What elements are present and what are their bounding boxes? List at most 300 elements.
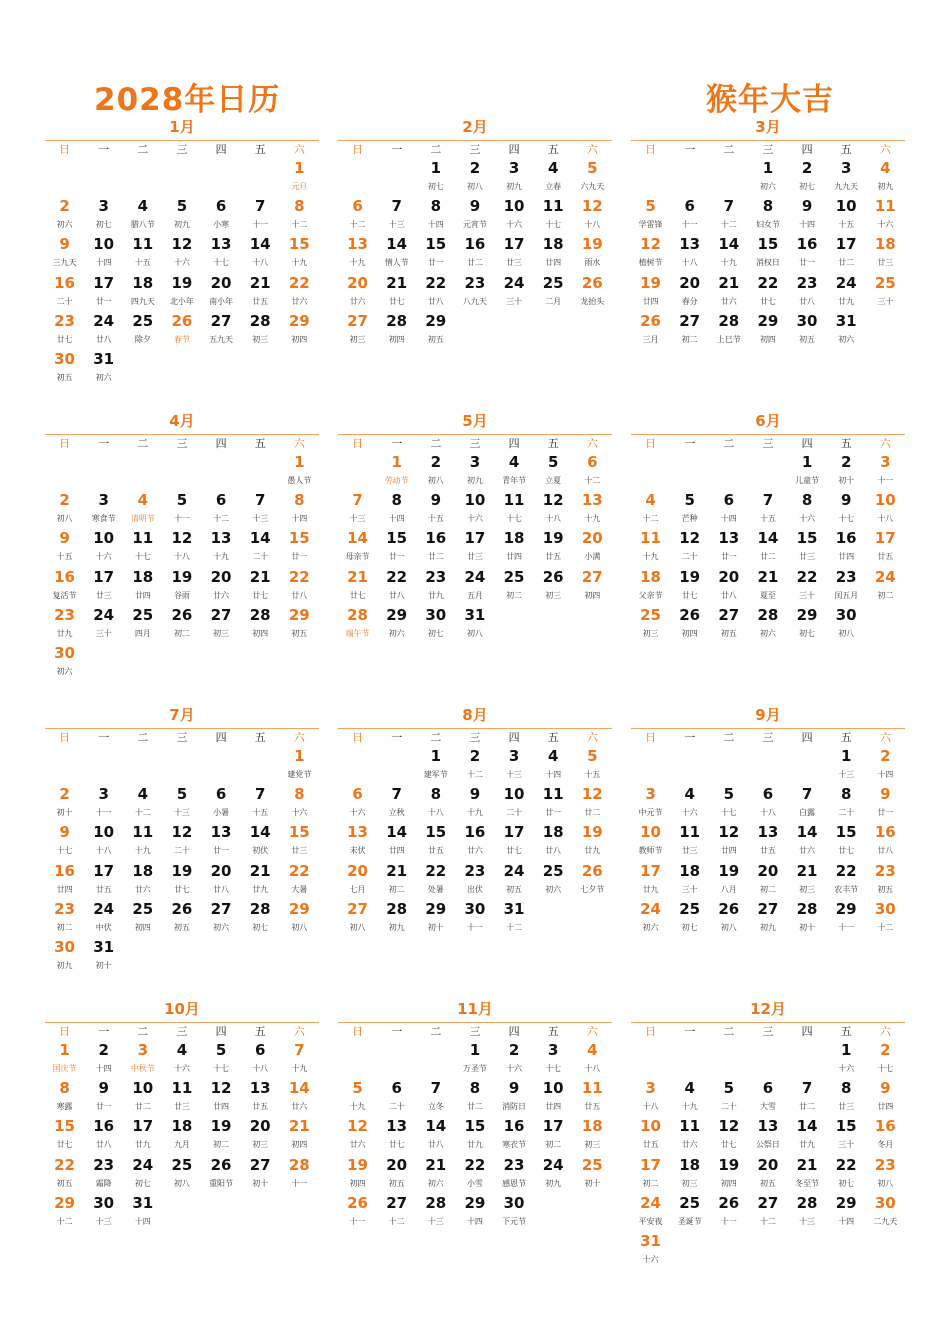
day-cell[interactable] (45, 235, 84, 273)
day-cell[interactable] (202, 312, 241, 350)
day-cell[interactable] (670, 197, 709, 235)
day-cell[interactable] (84, 1079, 123, 1117)
day-cell[interactable] (866, 274, 905, 312)
day-cell[interactable] (123, 312, 162, 350)
day-cell[interactable] (866, 491, 905, 529)
day-cell[interactable] (866, 1117, 905, 1155)
day-cell[interactable] (827, 274, 866, 312)
day-cell[interactable] (416, 785, 455, 823)
day-cell[interactable] (827, 862, 866, 900)
day-cell[interactable] (748, 1194, 787, 1232)
day-cell[interactable] (416, 529, 455, 567)
day-cell[interactable] (827, 529, 866, 567)
day-cell[interactable] (338, 900, 377, 938)
day-cell[interactable] (827, 1079, 866, 1117)
day-cell[interactable] (670, 606, 709, 644)
day-cell[interactable] (495, 568, 534, 606)
day-cell[interactable] (162, 862, 201, 900)
day-cell[interactable] (123, 862, 162, 900)
day-cell[interactable] (866, 900, 905, 938)
day-cell[interactable] (631, 1194, 670, 1232)
day-cell[interactable] (455, 1194, 494, 1232)
day-cell[interactable] (827, 823, 866, 861)
day-cell[interactable] (123, 491, 162, 529)
day-cell[interactable] (631, 1232, 670, 1270)
day-cell[interactable] (788, 1079, 827, 1117)
day-cell[interactable] (280, 453, 319, 491)
day-cell[interactable] (631, 1079, 670, 1117)
day-cell[interactable] (631, 1117, 670, 1155)
day-cell[interactable] (202, 568, 241, 606)
day-cell[interactable] (866, 1079, 905, 1117)
day-cell[interactable] (534, 1079, 573, 1117)
day-cell[interactable] (455, 274, 494, 312)
day-cell[interactable] (84, 568, 123, 606)
day-cell[interactable] (573, 823, 612, 861)
day-cell[interactable] (280, 274, 319, 312)
day-cell[interactable] (827, 453, 866, 491)
day-cell[interactable] (827, 197, 866, 235)
day-cell[interactable] (827, 159, 866, 197)
day-cell[interactable] (416, 197, 455, 235)
day-cell[interactable] (280, 1079, 319, 1117)
day-cell[interactable] (84, 1041, 123, 1079)
day-cell[interactable] (123, 568, 162, 606)
day-cell[interactable] (280, 529, 319, 567)
day-cell[interactable] (495, 747, 534, 785)
day-cell[interactable] (788, 197, 827, 235)
day-cell[interactable] (866, 453, 905, 491)
day-cell[interactable] (748, 1079, 787, 1117)
day-cell[interactable] (84, 1156, 123, 1194)
day-cell[interactable] (162, 235, 201, 273)
day-cell[interactable] (748, 823, 787, 861)
day-cell[interactable] (827, 1041, 866, 1079)
day-cell[interactable] (338, 823, 377, 861)
day-cell[interactable] (241, 312, 280, 350)
day-cell[interactable] (280, 606, 319, 644)
day-cell[interactable] (495, 197, 534, 235)
day-cell[interactable] (241, 1117, 280, 1155)
day-cell[interactable] (202, 1041, 241, 1079)
day-cell[interactable] (827, 900, 866, 938)
day-cell[interactable] (709, 1194, 748, 1232)
day-cell[interactable] (788, 529, 827, 567)
day-cell[interactable] (416, 823, 455, 861)
day-cell[interactable] (280, 491, 319, 529)
day-cell[interactable] (162, 274, 201, 312)
day-cell[interactable] (338, 1079, 377, 1117)
day-cell[interactable] (84, 350, 123, 388)
day-cell[interactable] (748, 900, 787, 938)
day-cell[interactable] (748, 197, 787, 235)
day-cell[interactable] (495, 1194, 534, 1232)
day-cell[interactable] (338, 1156, 377, 1194)
day-cell[interactable] (631, 274, 670, 312)
day-cell[interactable] (241, 235, 280, 273)
day-cell[interactable] (573, 453, 612, 491)
day-cell[interactable] (241, 823, 280, 861)
day-cell[interactable] (241, 862, 280, 900)
day-cell[interactable] (162, 1117, 201, 1155)
day-cell[interactable] (84, 606, 123, 644)
day-cell[interactable] (162, 491, 201, 529)
day-cell[interactable] (534, 197, 573, 235)
day-cell[interactable] (631, 862, 670, 900)
day-cell[interactable] (377, 785, 416, 823)
day-cell[interactable] (280, 862, 319, 900)
day-cell[interactable] (123, 274, 162, 312)
day-cell[interactable] (455, 900, 494, 938)
day-cell[interactable] (45, 350, 84, 388)
day-cell[interactable] (84, 274, 123, 312)
day-cell[interactable] (455, 1079, 494, 1117)
day-cell[interactable] (338, 785, 377, 823)
day-cell[interactable] (123, 785, 162, 823)
day-cell[interactable] (162, 900, 201, 938)
day-cell[interactable] (416, 862, 455, 900)
day-cell[interactable] (202, 197, 241, 235)
day-cell[interactable] (377, 312, 416, 350)
day-cell[interactable] (495, 1079, 534, 1117)
day-cell[interactable] (788, 312, 827, 350)
day-cell[interactable] (377, 1079, 416, 1117)
day-cell[interactable] (84, 529, 123, 567)
day-cell[interactable] (338, 197, 377, 235)
day-cell[interactable] (45, 606, 84, 644)
day-cell[interactable] (280, 747, 319, 785)
day-cell[interactable] (123, 1041, 162, 1079)
day-cell[interactable] (84, 823, 123, 861)
day-cell[interactable] (377, 823, 416, 861)
day-cell[interactable] (670, 1117, 709, 1155)
day-cell[interactable] (573, 747, 612, 785)
day-cell[interactable] (377, 453, 416, 491)
day-cell[interactable] (202, 1079, 241, 1117)
day-cell[interactable] (455, 606, 494, 644)
day-cell[interactable] (338, 606, 377, 644)
day-cell[interactable] (748, 491, 787, 529)
day-cell[interactable] (748, 785, 787, 823)
day-cell[interactable] (670, 1194, 709, 1232)
day-cell[interactable] (534, 568, 573, 606)
day-cell[interactable] (788, 453, 827, 491)
day-cell[interactable] (455, 785, 494, 823)
day-cell[interactable] (377, 529, 416, 567)
day-cell[interactable] (338, 529, 377, 567)
day-cell[interactable] (123, 1079, 162, 1117)
day-cell[interactable] (709, 785, 748, 823)
day-cell[interactable] (455, 747, 494, 785)
day-cell[interactable] (123, 606, 162, 644)
day-cell[interactable] (377, 235, 416, 273)
day-cell[interactable] (573, 159, 612, 197)
day-cell[interactable] (45, 568, 84, 606)
day-cell[interactable] (670, 568, 709, 606)
day-cell[interactable] (280, 1117, 319, 1155)
day-cell[interactable] (45, 197, 84, 235)
day-cell[interactable] (416, 1079, 455, 1117)
day-cell[interactable] (45, 1041, 84, 1079)
day-cell[interactable] (377, 274, 416, 312)
day-cell[interactable] (455, 453, 494, 491)
day-cell[interactable] (241, 529, 280, 567)
day-cell[interactable] (338, 568, 377, 606)
day-cell[interactable] (827, 1194, 866, 1232)
day-cell[interactable] (416, 747, 455, 785)
day-cell[interactable] (45, 1079, 84, 1117)
day-cell[interactable] (534, 1156, 573, 1194)
day-cell[interactable] (416, 1156, 455, 1194)
day-cell[interactable] (495, 1156, 534, 1194)
day-cell[interactable] (241, 1041, 280, 1079)
day-cell[interactable] (45, 823, 84, 861)
day-cell[interactable] (162, 1156, 201, 1194)
day-cell[interactable] (788, 862, 827, 900)
day-cell[interactable] (202, 1156, 241, 1194)
day-cell[interactable] (455, 1041, 494, 1079)
day-cell[interactable] (827, 1156, 866, 1194)
day-cell[interactable] (162, 312, 201, 350)
day-cell[interactable] (670, 235, 709, 273)
day-cell[interactable] (338, 235, 377, 273)
day-cell[interactable] (631, 235, 670, 273)
day-cell[interactable] (709, 1117, 748, 1155)
day-cell[interactable] (162, 529, 201, 567)
day-cell[interactable] (377, 606, 416, 644)
day-cell[interactable] (788, 491, 827, 529)
day-cell[interactable] (534, 491, 573, 529)
day-cell[interactable] (202, 235, 241, 273)
day-cell[interactable] (241, 1156, 280, 1194)
day-cell[interactable] (495, 900, 534, 938)
day-cell[interactable] (123, 1117, 162, 1155)
day-cell[interactable] (162, 823, 201, 861)
day-cell[interactable] (241, 274, 280, 312)
day-cell[interactable] (241, 491, 280, 529)
day-cell[interactable] (748, 159, 787, 197)
day-cell[interactable] (709, 568, 748, 606)
day-cell[interactable] (573, 1079, 612, 1117)
day-cell[interactable] (866, 1194, 905, 1232)
day-cell[interactable] (455, 491, 494, 529)
day-cell[interactable] (280, 1156, 319, 1194)
day-cell[interactable] (455, 823, 494, 861)
day-cell[interactable] (670, 900, 709, 938)
day-cell[interactable] (495, 453, 534, 491)
day-cell[interactable] (45, 785, 84, 823)
day-cell[interactable] (670, 529, 709, 567)
day-cell[interactable] (709, 274, 748, 312)
day-cell[interactable] (495, 529, 534, 567)
day-cell[interactable] (534, 235, 573, 273)
day-cell[interactable] (534, 529, 573, 567)
day-cell[interactable] (748, 568, 787, 606)
day-cell[interactable] (827, 568, 866, 606)
day-cell[interactable] (45, 274, 84, 312)
day-cell[interactable] (280, 1041, 319, 1079)
day-cell[interactable] (534, 274, 573, 312)
day-cell[interactable] (45, 1194, 84, 1232)
day-cell[interactable] (709, 312, 748, 350)
day-cell[interactable] (455, 197, 494, 235)
day-cell[interactable] (162, 606, 201, 644)
day-cell[interactable] (45, 900, 84, 938)
day-cell[interactable] (45, 938, 84, 976)
day-cell[interactable] (788, 785, 827, 823)
day-cell[interactable] (748, 312, 787, 350)
day-cell[interactable] (709, 606, 748, 644)
day-cell[interactable] (416, 1117, 455, 1155)
day-cell[interactable] (495, 235, 534, 273)
day-cell[interactable] (123, 823, 162, 861)
day-cell[interactable] (573, 1117, 612, 1155)
day-cell[interactable] (280, 159, 319, 197)
day-cell[interactable] (709, 235, 748, 273)
day-cell[interactable] (123, 197, 162, 235)
day-cell[interactable] (338, 312, 377, 350)
day-cell[interactable] (123, 900, 162, 938)
day-cell[interactable] (84, 491, 123, 529)
day-cell[interactable] (748, 1117, 787, 1155)
day-cell[interactable] (631, 197, 670, 235)
day-cell[interactable] (84, 197, 123, 235)
day-cell[interactable] (280, 823, 319, 861)
day-cell[interactable] (123, 235, 162, 273)
day-cell[interactable] (534, 862, 573, 900)
day-cell[interactable] (748, 862, 787, 900)
day-cell[interactable] (534, 1041, 573, 1079)
day-cell[interactable] (84, 938, 123, 976)
day-cell[interactable] (84, 862, 123, 900)
day-cell[interactable] (84, 1194, 123, 1232)
day-cell[interactable] (45, 1156, 84, 1194)
day-cell[interactable] (866, 1041, 905, 1079)
day-cell[interactable] (573, 568, 612, 606)
day-cell[interactable] (495, 1117, 534, 1155)
day-cell[interactable] (495, 823, 534, 861)
day-cell[interactable] (162, 785, 201, 823)
day-cell[interactable] (631, 900, 670, 938)
day-cell[interactable] (202, 785, 241, 823)
day-cell[interactable] (670, 862, 709, 900)
day-cell[interactable] (377, 1117, 416, 1155)
day-cell[interactable] (123, 1194, 162, 1232)
day-cell[interactable] (631, 312, 670, 350)
day-cell[interactable] (338, 1117, 377, 1155)
day-cell[interactable] (573, 1041, 612, 1079)
day-cell[interactable] (631, 785, 670, 823)
day-cell[interactable] (788, 900, 827, 938)
day-cell[interactable] (631, 491, 670, 529)
day-cell[interactable] (534, 785, 573, 823)
day-cell[interactable] (788, 159, 827, 197)
day-cell[interactable] (377, 568, 416, 606)
day-cell[interactable] (416, 312, 455, 350)
day-cell[interactable] (416, 900, 455, 938)
day-cell[interactable] (827, 785, 866, 823)
day-cell[interactable] (202, 823, 241, 861)
day-cell[interactable] (709, 491, 748, 529)
day-cell[interactable] (709, 1079, 748, 1117)
day-cell[interactable] (670, 312, 709, 350)
day-cell[interactable] (573, 274, 612, 312)
day-cell[interactable] (280, 785, 319, 823)
day-cell[interactable] (84, 235, 123, 273)
day-cell[interactable] (866, 747, 905, 785)
day-cell[interactable] (827, 606, 866, 644)
day-cell[interactable] (631, 606, 670, 644)
day-cell[interactable] (338, 491, 377, 529)
day-cell[interactable] (84, 785, 123, 823)
day-cell[interactable] (416, 235, 455, 273)
day-cell[interactable] (162, 1079, 201, 1117)
day-cell[interactable] (241, 1079, 280, 1117)
day-cell[interactable] (455, 1156, 494, 1194)
day-cell[interactable] (45, 1117, 84, 1155)
day-cell[interactable] (534, 453, 573, 491)
day-cell[interactable] (416, 606, 455, 644)
day-cell[interactable] (534, 747, 573, 785)
day-cell[interactable] (455, 1117, 494, 1155)
day-cell[interactable] (709, 197, 748, 235)
day-cell[interactable] (748, 274, 787, 312)
day-cell[interactable] (241, 900, 280, 938)
day-cell[interactable] (416, 568, 455, 606)
day-cell[interactable] (280, 235, 319, 273)
day-cell[interactable] (416, 453, 455, 491)
day-cell[interactable] (455, 235, 494, 273)
day-cell[interactable] (45, 644, 84, 682)
day-cell[interactable] (709, 900, 748, 938)
day-cell[interactable] (866, 1156, 905, 1194)
day-cell[interactable] (455, 529, 494, 567)
day-cell[interactable] (748, 606, 787, 644)
day-cell[interactable] (495, 862, 534, 900)
day-cell[interactable] (377, 491, 416, 529)
day-cell[interactable] (788, 1194, 827, 1232)
day-cell[interactable] (709, 1156, 748, 1194)
day-cell[interactable] (827, 312, 866, 350)
day-cell[interactable] (202, 529, 241, 567)
day-cell[interactable] (241, 606, 280, 644)
day-cell[interactable] (455, 159, 494, 197)
day-cell[interactable] (631, 823, 670, 861)
day-cell[interactable] (827, 235, 866, 273)
day-cell[interactable] (709, 529, 748, 567)
day-cell[interactable] (827, 1117, 866, 1155)
day-cell[interactable] (670, 1156, 709, 1194)
day-cell[interactable] (670, 785, 709, 823)
day-cell[interactable] (748, 529, 787, 567)
day-cell[interactable] (534, 1117, 573, 1155)
day-cell[interactable] (84, 900, 123, 938)
day-cell[interactable] (534, 159, 573, 197)
day-cell[interactable] (377, 862, 416, 900)
day-cell[interactable] (377, 1156, 416, 1194)
day-cell[interactable] (280, 900, 319, 938)
day-cell[interactable] (123, 1156, 162, 1194)
day-cell[interactable] (866, 862, 905, 900)
day-cell[interactable] (866, 197, 905, 235)
day-cell[interactable] (573, 529, 612, 567)
day-cell[interactable] (709, 823, 748, 861)
day-cell[interactable] (241, 785, 280, 823)
day-cell[interactable] (827, 747, 866, 785)
day-cell[interactable] (416, 491, 455, 529)
day-cell[interactable] (534, 823, 573, 861)
day-cell[interactable] (866, 823, 905, 861)
